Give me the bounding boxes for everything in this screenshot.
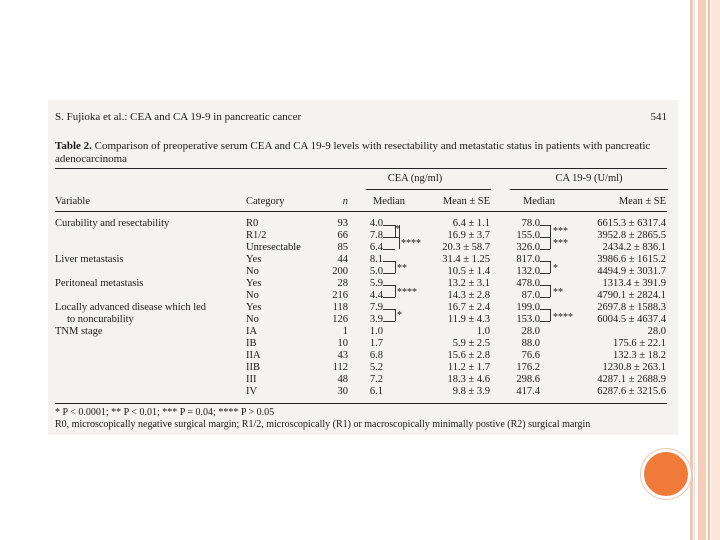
cell-ca-median: 153.0 [516,314,540,325]
significance-marker: * [553,263,558,274]
cea-group-rule [366,189,491,190]
cell-ca-mean: 3952.8 ± 2865.5 [597,230,666,241]
table-row [48,386,678,398]
footnote-p-values: * P < 0.0001; ** P < 0.01; *** P = 0.04; **** P > 0.05 [55,407,275,418]
bracket-vertical [550,309,551,321]
cell-cea-median: 1.0 [369,326,383,337]
cell-ca-median: 132.0 [516,266,540,277]
bracket-line [540,261,550,262]
cell-ca-median: 155.0 [516,230,540,241]
table-caption [55,140,667,165]
cell-cea-median: 5.2 [369,362,383,373]
table-row [48,254,678,266]
cell-ca-median: 76.6 [521,350,540,361]
table-caption-text: Comparison of preoperative serum CEA and CA 19-9 levels with resectability and metastatic status in patients with pancreatic adenocarcinoma [55,140,651,165]
cell-category: Yes [246,254,262,265]
cell-ca-median: 87.0 [521,290,540,301]
cell-n: 200 [332,266,348,277]
cell-cea-mean: 16.9 ± 3.7 [447,230,490,241]
cell-cea-median: 1.7 [369,338,383,349]
cell-category: R0 [246,218,259,229]
cell-ca-median: 28.0 [521,326,540,337]
cell-ca-median: 78.0 [521,218,540,229]
ca-group-rule [510,189,668,190]
cell-cea-mean: 6.4 ± 1.1 [452,218,490,229]
cell-cea-median: 7.9 [369,302,383,313]
table-row [48,374,678,386]
col-n: n [342,196,348,207]
bracket-line [383,285,395,286]
cell-n: 10 [337,338,348,349]
cell-ca-mean: 28.0 [647,326,666,337]
cell-n: 44 [337,254,348,265]
cell-cea-mean: 18.3 ± 4.6 [447,374,490,385]
significance-marker: **** [397,287,417,298]
bracket-vertical [550,225,551,249]
cell-cea-mean: 15.6 ± 2.8 [447,350,490,361]
bracket-line [383,225,395,226]
cell-ca-mean: 6287.6 ± 3215.6 [597,386,666,397]
table-row [48,338,678,350]
cell-ca-median: 88.0 [521,338,540,349]
cell-n: 85 [337,242,348,253]
decor-stripe [698,0,706,540]
cell-cea-mean: 1.0 [476,326,490,337]
cell-n: 126 [332,314,348,325]
bracket-line [383,309,395,310]
bracket-line [540,237,550,238]
decor-stripe [711,0,720,540]
significance-marker: ** [553,287,563,298]
bracket-line [540,225,550,226]
cell-ca-median: 478.0 [516,278,540,289]
cell-ca-mean: 1230.8 ± 263.1 [602,362,666,373]
cell-ca-median: 199.0 [516,302,540,313]
bracket-line [540,309,550,310]
bracket-line [383,273,395,274]
cell-cea-median: 6.8 [369,350,383,361]
cell-cea-mean: 20.3 ± 58.7 [442,242,490,253]
cell-ca-mean: 3986.6 ± 1615.2 [597,254,666,265]
cell-cea-median: 7.8 [369,230,383,241]
table-row [48,242,678,254]
col-ca-median: Median [522,196,556,207]
significance-marker: *** [553,238,568,249]
cell-category: No [246,314,259,325]
page-number: 541 [650,111,667,123]
significance-marker: * [397,310,402,321]
cell-category: III [246,374,257,385]
cell-cea-mean: 13.2 ± 3.1 [447,278,490,289]
cell-n: 66 [337,230,348,241]
cell-cea-median: 4.4 [369,290,383,301]
table-row [48,287,678,302]
cell-category: Yes [246,278,262,289]
header-bottom-rule [55,211,667,212]
bracket-vertical [395,309,396,321]
cell-category: IA [246,326,258,337]
cell-cea-median: 4.0 [369,218,383,229]
table-top-rule [55,168,667,169]
table-row [48,362,678,374]
col-cea-mean: Mean ± SE [442,196,490,207]
cell-n: 43 [337,350,348,361]
bracket-line [383,237,395,238]
table-row [48,314,678,326]
table-bottom-rule [55,403,667,404]
decor-stripe [708,0,710,540]
col-ca-mean: Mean ± SE [618,196,666,207]
cell-ca-median: 326.0 [516,242,540,253]
table-row [48,302,678,314]
cell-variable: Curability and resectability [55,218,170,229]
cell-ca-mean: 132.3 ± 18.2 [612,350,666,361]
significance-marker: ** [397,263,407,274]
cell-n: 112 [332,362,348,373]
cell-n: 28 [337,278,348,289]
table-row [48,218,678,230]
significance-marker: * [395,224,400,235]
bracket-line [383,261,395,262]
cell-n: 216 [332,290,348,301]
cell-variable: Peritoneal metastasis [55,278,144,289]
cell-variable: Locally advanced disease which led [55,302,207,313]
decor-circle [641,449,691,499]
table-row [48,230,678,242]
cell-category: Unresectable [246,242,301,253]
cell-cea-median: 5.9 [369,278,383,289]
ca-group-header: CA 19-9 (U/ml) [555,173,623,184]
cell-category: IB [246,338,257,349]
cell-cea-mean: 10.5 ± 1.4 [447,266,490,277]
cell-cea-mean: 11.2 ± 1.7 [447,362,490,373]
cell-ca-mean: 4790.1 ± 2824.1 [597,290,666,301]
cell-n: 118 [332,302,348,313]
col-category: Category [246,196,285,207]
decor-stripe [694,0,695,540]
cell-category: No [246,290,259,301]
cell-ca-mean: 6004.5 ± 4637.4 [597,314,666,325]
cell-variable: to noncurability [67,314,134,325]
cell-ca-mean: 2434.2 ± 836.1 [602,242,666,253]
cell-ca-mean: 6615.3 ± 6317.4 [597,218,666,229]
cell-n: 30 [337,386,348,397]
cell-ca-median: 298.6 [516,374,540,385]
bracket-line [540,285,550,286]
cell-ca-mean: 2697.8 ± 1588.3 [597,302,666,313]
decor-stripe [690,0,693,540]
bracket-line [383,249,395,250]
bracket-line [540,321,550,322]
footnote-abbreviations: R0, microscopically negative surgical margin; R1/2, microscopically (R1) or macroscopically minimally postive (R2) surgical margin [55,419,591,430]
col-variable: Variable [55,196,90,207]
cell-category: No [246,266,259,277]
col-cea-median: Median [372,196,406,207]
cell-cea-median: 8.1 [369,254,383,265]
cell-n: 1 [342,326,348,337]
cell-ca-mean: 4287.1 ± 2688.9 [597,374,666,385]
cell-ca-mean: 4494.9 ± 3031.7 [597,266,666,277]
bracket-line [540,297,550,298]
cell-ca-mean: 175.6 ± 22.1 [612,338,666,349]
cell-n: 93 [337,218,348,229]
bracket-line [395,237,399,238]
cell-cea-median: 3.9 [369,314,383,325]
table-row [48,350,678,362]
scanned-table-page [48,100,678,435]
cell-ca-median: 176.2 [516,362,540,373]
cell-category: R1/2 [246,230,267,241]
cell-cea-median: 5.0 [369,266,383,277]
cell-ca-median: 417.4 [516,386,540,397]
cell-cea-median: 7.2 [369,374,383,385]
cell-cea-mean: 14.3 ± 2.8 [447,290,490,301]
significance-marker: **** [401,238,421,249]
table-row [48,263,678,278]
bracket-line [383,297,395,298]
bracket-vertical [550,285,551,297]
cell-cea-mean: 9.8 ± 3.9 [452,386,490,397]
cell-cea-mean: 5.9 ± 2.5 [452,338,490,349]
significance-marker: **** [553,312,573,323]
cell-category: IIB [246,362,260,373]
bracket-vertical [395,285,396,297]
bracket-line [383,321,395,322]
cell-cea-median: 6.1 [369,386,383,397]
bracket-line [540,249,550,250]
cell-ca-median: 817.0 [516,254,540,265]
cell-cea-mean: 11.9 ± 4.3 [447,314,490,325]
journal-header: S. Fujioka et al.: CEA and CA 19-9 in pancreatic cancer [55,111,302,123]
cell-category: IIA [246,350,261,361]
cell-cea-median: 6.4 [369,242,383,253]
bracket-vertical [395,261,396,273]
cell-variable: Liver metastasis [55,254,124,265]
bracket-vertical [550,261,551,273]
cell-category: Yes [246,302,262,313]
cell-cea-mean: 31.4 ± 1.25 [442,254,490,265]
cell-cea-mean: 16.7 ± 2.4 [447,302,490,313]
cell-category: IV [246,386,258,397]
significance-marker: *** [553,226,568,237]
bracket-line [540,273,550,274]
table-row [48,278,678,290]
cell-n: 48 [337,374,348,385]
table-row [48,326,678,338]
cell-variable: TNM stage [55,326,103,337]
cell-ca-mean: 1313.4 ± 391.9 [602,278,666,289]
cea-group-header: CEA (ng/ml) [387,173,443,184]
table-label: Table 2. [55,140,92,152]
